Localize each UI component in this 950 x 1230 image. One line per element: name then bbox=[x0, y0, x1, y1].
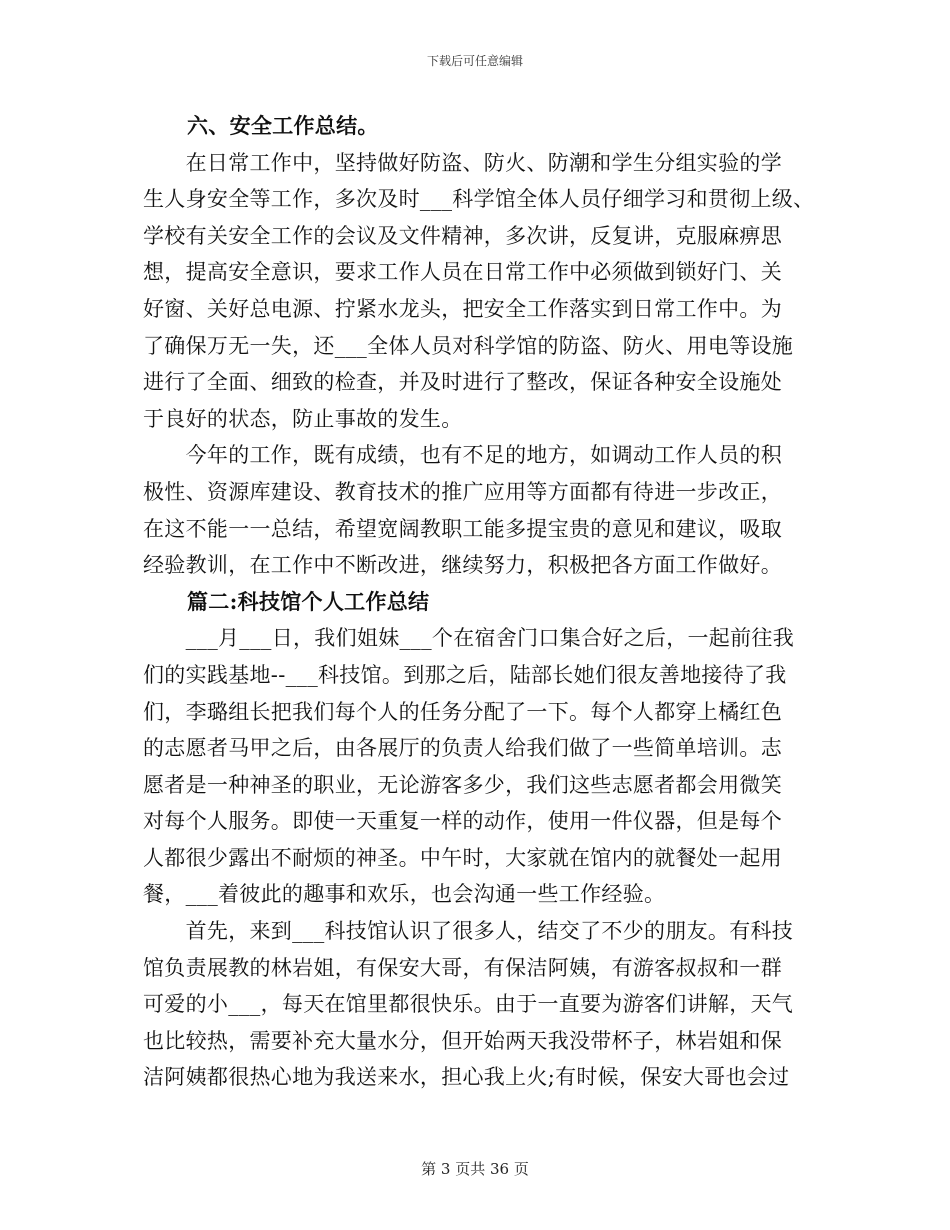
text-line: 洁阿姨都很热心地为我送来水，担心我上火;有时候，保安大哥也会过 bbox=[143, 1065, 790, 1090]
page-footer: 第 3 页共 36 页 bbox=[421, 1160, 529, 1178]
text-line: 馆负责展教的林岩姐，有保安大哥，有保洁阿姨，有游客叔叔和一群 bbox=[143, 955, 782, 980]
text-line: 生人身安全等工作，多次及时___科学馆全体人员仔细学习和贯彻上级、 bbox=[143, 187, 815, 212]
text-line: 学校有关安全工作的会议及文件精神，多次讲，反复讲，克服麻痹思 bbox=[143, 223, 782, 248]
text-line: 们，李璐组长把我们每个人的任务分配了一下。每个人都穿上橘红色 bbox=[143, 699, 782, 724]
text-line: 好窗、关好总电源、拧紧水龙头，把安全工作落实到日常工作中。为 bbox=[143, 296, 782, 321]
text-line: 对每个人服务。即使一天重复一样的动作，使用一件仪器，但是每个 bbox=[143, 809, 782, 834]
text-line: 在这不能一一总结，希望宽阔教职工能多提宝贵的意见和建议，吸取 bbox=[143, 516, 782, 541]
page-header: 下载后可任意编辑 bbox=[426, 54, 523, 68]
text-line: 经验教训，在工作中不断改进，继续努力，积极把各方面工作做好。 bbox=[143, 553, 782, 578]
document-body bbox=[143, 108, 823, 1096]
text-line: 也比较热，需要补充大量水分，但开始两天我没带杯子，林岩姐和保 bbox=[143, 1028, 782, 1053]
text-line: 的志愿者马甲之后，由各展厅的负责人给我们做了一些简单培训。志 bbox=[143, 736, 782, 761]
section-heading: 六、安全工作总结。 bbox=[187, 113, 379, 138]
text-line: 今年的工作，既有成绩，也有不足的地方，如调动工作人员的积 bbox=[143, 443, 782, 468]
text-line: 在日常工作中，坚持做好防盗、防火、防潮和学生分组实验的学 bbox=[143, 150, 782, 175]
text-line: 可爱的小___，每天在馆里都很快乐。由于一直要为游客们讲解，天气 bbox=[143, 992, 794, 1017]
text-line: 于良好的状态，防止事故的发生。 bbox=[143, 406, 463, 431]
text-line: 首先，来到___科技馆认识了很多人，结交了不少的朋友。有科技 bbox=[143, 919, 794, 944]
section-heading: 篇二:科技馆个人工作总结 bbox=[187, 588, 430, 614]
text-line: 人都很少露出不耐烦的神圣。中午时，大家就在馆内的就餐处一起用 bbox=[143, 845, 782, 870]
text-line: 们的实践基地--___科技馆。到那之后，陆部长她们很友善地接待了我 bbox=[143, 662, 787, 687]
text-line: 餐，___着彼此的趣事和欢乐，也会沟通一些工作经验。 bbox=[143, 882, 666, 907]
text-line: 极性、资源库建设、教育技术的推广应用等方面都有待进一步改正， bbox=[143, 479, 782, 504]
text-line: 了确保万无一失，还___全体人员对科学馆的防盗、防火、用电等设施 bbox=[143, 333, 794, 358]
text-line: 愿者是一种神圣的职业，无论游客多少，我们这些志愿者都会用微笑 bbox=[143, 772, 782, 797]
text-line: 进行了全面、细致的检查，并及时进行了整改，保证各种安全设施处 bbox=[143, 370, 782, 395]
text-line: ___月___日，我们姐妹___个在宿舍门口集合好之后，一起前往我 bbox=[143, 626, 794, 651]
text-line: 想，提高安全意识，要求工作人员在日常工作中必须做到锁好门、关 bbox=[143, 260, 782, 285]
